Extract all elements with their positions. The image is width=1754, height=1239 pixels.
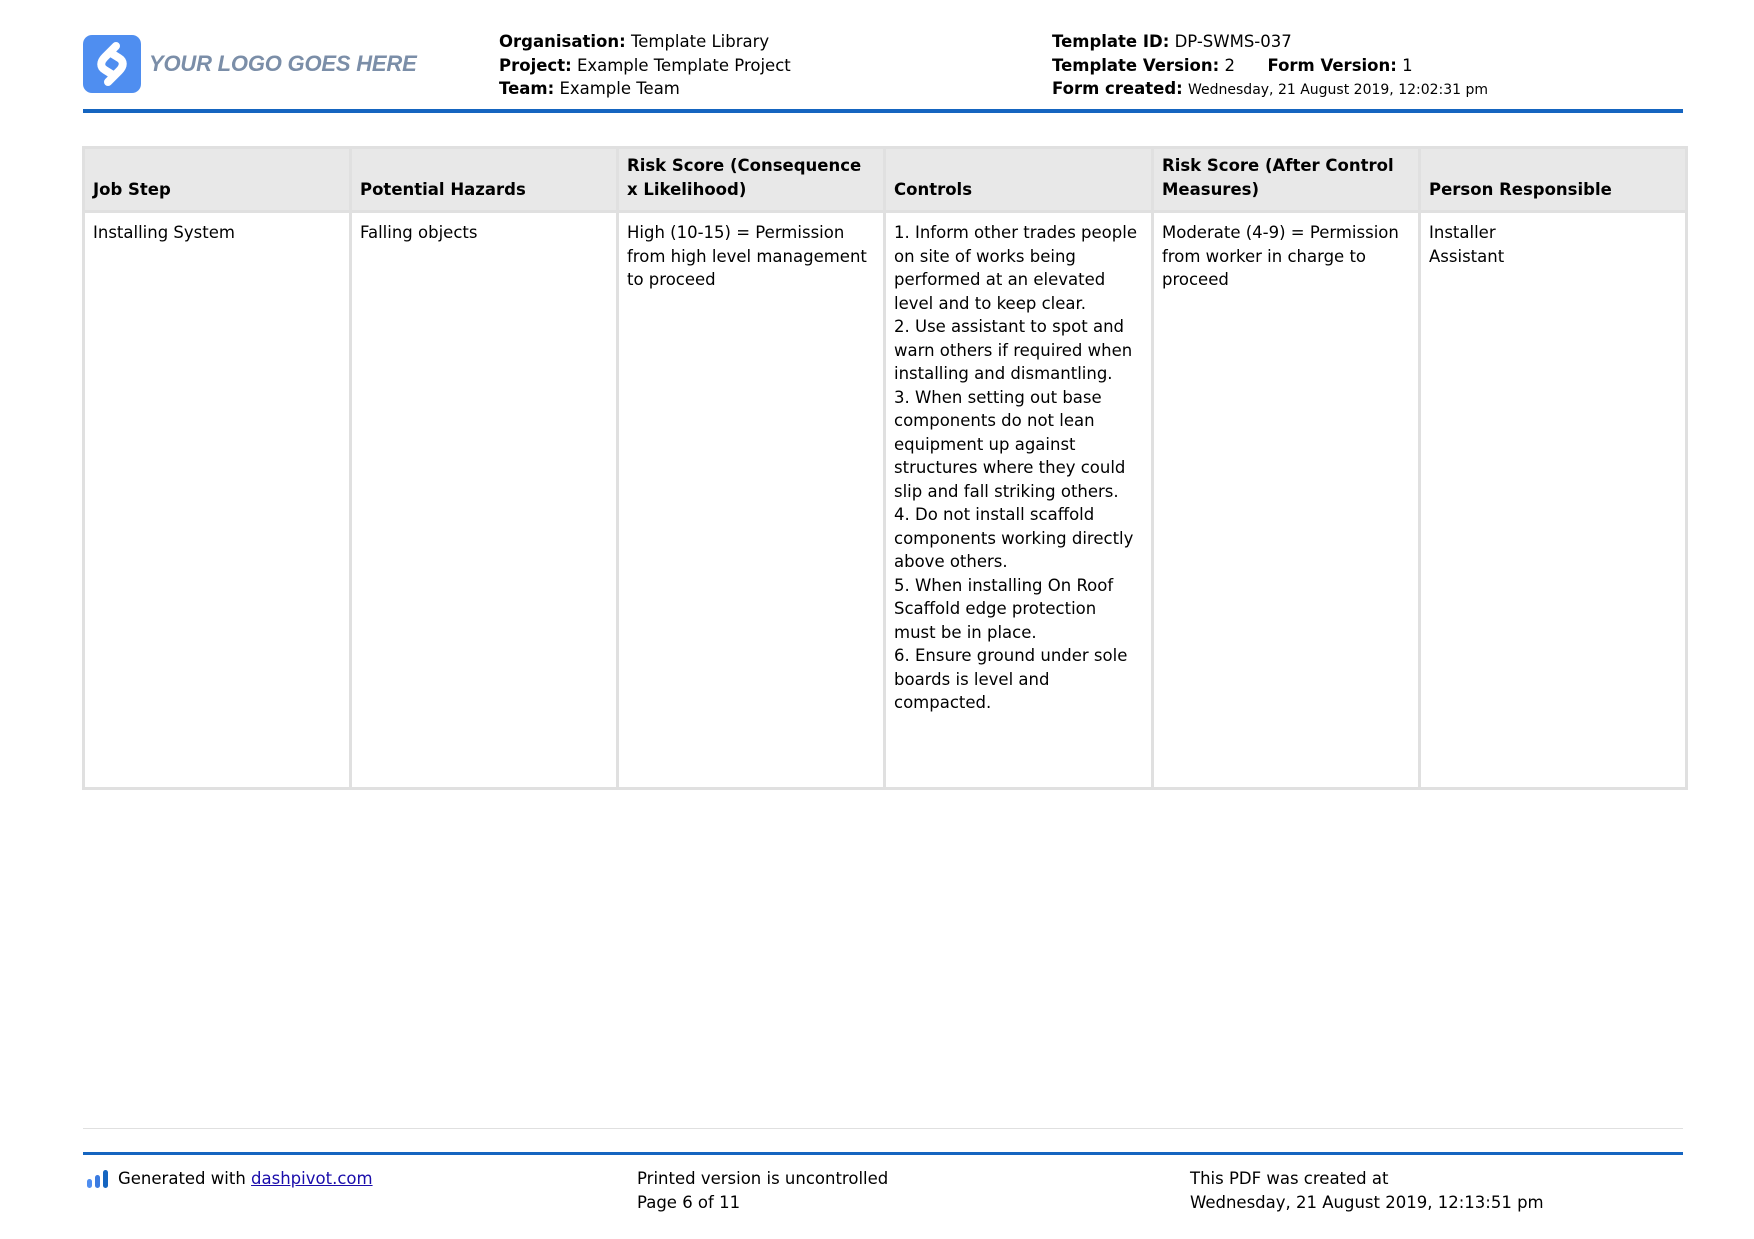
control-item: 4. Do not install scaffold components working directly above others. bbox=[894, 505, 1134, 571]
form-created-line bbox=[1052, 77, 1488, 103]
header-project-info bbox=[499, 30, 791, 101]
template-id-line bbox=[1052, 30, 1488, 54]
logo-mark-icon bbox=[83, 35, 141, 93]
pdf-created-value: Wednesday, 21 August 2019, 12:13:51 pm bbox=[1190, 1192, 1544, 1212]
organisation-line bbox=[499, 30, 791, 54]
project-label: Project: bbox=[499, 55, 572, 75]
potential-hazards-cell: Falling objects bbox=[351, 212, 618, 789]
table-row bbox=[84, 212, 1687, 789]
control-item: 2. Use assistant to spot and warn others if required when installing and dismantling. bbox=[894, 317, 1133, 383]
team-line bbox=[499, 77, 791, 101]
company-logo bbox=[83, 34, 417, 94]
pdf-created-label: This PDF was created at bbox=[1190, 1169, 1389, 1188]
logo-text: YOUR LOGO GOES HERE bbox=[149, 51, 417, 76]
project-value: Example Template Project bbox=[576, 55, 791, 75]
header-template-info bbox=[1052, 30, 1488, 103]
footer-thin-divider bbox=[83, 1128, 1683, 1129]
form-created-value: Wednesday, 21 August 2019, 12:02:31 pm bbox=[1188, 82, 1489, 98]
printed-notice: Printed version is uncontrolled bbox=[637, 1169, 889, 1188]
column-header-person-responsible: Person Responsible bbox=[1420, 148, 1687, 212]
column-header-risk-score-after: Risk Score (After Control Measures) bbox=[1153, 148, 1420, 212]
dashpivot-link[interactable]: dashpivot.com bbox=[251, 1169, 373, 1188]
template-id-label: Template ID: bbox=[1052, 32, 1170, 51]
project-line bbox=[499, 54, 791, 78]
organisation-label: Organisation: bbox=[499, 32, 626, 51]
column-header-controls: Controls bbox=[885, 148, 1153, 212]
page-header bbox=[83, 28, 1683, 112]
control-item: 3. When setting out base components do not lean equipment up against structures where they could slip and fall striking others. bbox=[894, 387, 1126, 501]
template-version-value: 2 bbox=[1224, 55, 1235, 75]
template-id-value: DP-SWMS-037 bbox=[1174, 32, 1292, 51]
footer-divider bbox=[83, 1152, 1683, 1155]
person-responsible-cell bbox=[1420, 212, 1687, 789]
job-step-cell: Installing System bbox=[84, 212, 351, 789]
organisation-value: Template Library bbox=[630, 32, 770, 51]
team-label: Team: bbox=[499, 79, 555, 98]
form-version-label: Form Version: bbox=[1267, 55, 1397, 75]
control-item: 1. Inform other trades people on site of works being performed at an elevated level and to keep clear. bbox=[894, 223, 1137, 313]
control-item: 6. Ensure ground under sole boards is level and compacted. bbox=[894, 646, 1128, 712]
controls-cell bbox=[885, 212, 1153, 789]
footer-print-info bbox=[637, 1167, 888, 1214]
table-header-row bbox=[84, 148, 1687, 212]
column-header-job-step: Job Step bbox=[84, 148, 351, 212]
risk-score-cell: High (10-15) = Permission from high level management to proceed bbox=[618, 212, 885, 789]
form-created-label: Form created: bbox=[1052, 79, 1183, 98]
column-header-potential-hazards: Potential Hazards bbox=[351, 148, 618, 212]
person-item: Installer bbox=[1429, 223, 1496, 242]
column-header-risk-score: Risk Score (Consequence x Likelihood) bbox=[618, 148, 885, 212]
template-version-label: Template Version: bbox=[1052, 55, 1220, 75]
footer-generated bbox=[86, 1167, 373, 1191]
version-line bbox=[1052, 54, 1488, 78]
control-item: 5. When installing On Roof Scaffold edge protection must be in place. bbox=[894, 575, 1114, 642]
page-number: Page 6 of 11 bbox=[637, 1192, 741, 1212]
footer-pdf-info bbox=[1190, 1167, 1544, 1214]
swms-table bbox=[82, 146, 1688, 790]
dashpivot-bars-icon bbox=[86, 1169, 110, 1189]
risk-score-after-cell: Moderate (4-9) = Permission from worker in charge to proceed bbox=[1153, 212, 1420, 789]
header-divider bbox=[83, 109, 1683, 113]
person-item: Assistant bbox=[1429, 246, 1505, 266]
team-value: Example Team bbox=[559, 79, 680, 98]
generated-text: Generated with bbox=[118, 1169, 246, 1188]
form-version-value: 1 bbox=[1402, 55, 1413, 75]
